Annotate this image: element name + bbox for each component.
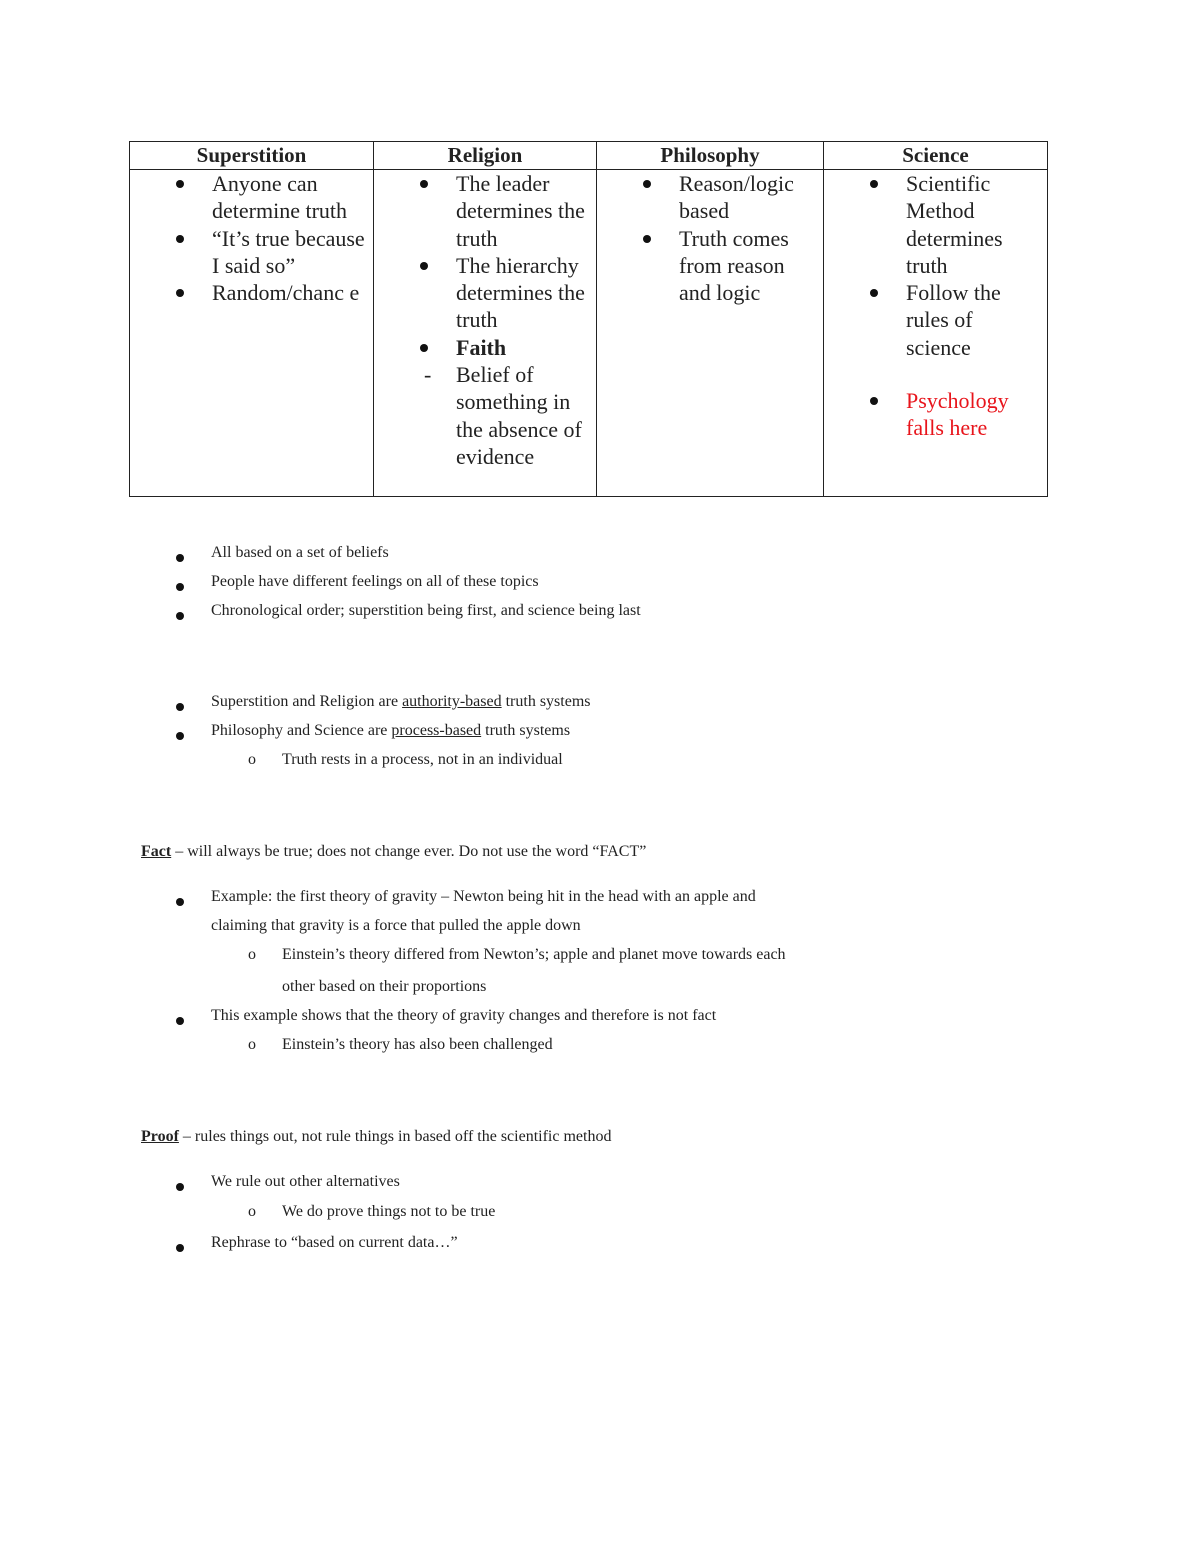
fact-definition	[141, 843, 646, 861]
list-item: - Belief of something in the absence of evidence	[374, 361, 596, 470]
text: – will always be true; does not change ever. Do not use the word “FACT”	[171, 843, 647, 860]
text: – rules things out, not rule things in based off the scientific method	[178, 1128, 612, 1145]
text: truth systems	[501, 693, 591, 710]
sub-list-item: o We do prove things not to be true	[282, 1203, 495, 1221]
list-item: Rephrase to “based on current data…”	[211, 1234, 458, 1251]
table-header-row	[130, 142, 1048, 170]
header-philosophy: Philosophy	[597, 142, 824, 170]
process-based-term: process-based	[391, 722, 482, 739]
list-item: Scientific Method determines truth	[824, 170, 1047, 279]
faith-item: Faith	[374, 334, 596, 361]
text: Superstition and Religion are	[211, 693, 403, 710]
psychology-item: Psychology falls here	[824, 387, 1047, 442]
list-item	[211, 722, 570, 740]
fact-term: Fact	[141, 843, 172, 860]
cell-philosophy	[597, 170, 824, 497]
text: truth systems	[481, 722, 571, 739]
header-religion: Religion	[374, 142, 597, 170]
list-item: Truth comes from reason and logic	[597, 225, 823, 307]
header-science: Science	[824, 142, 1048, 170]
truth-systems-table	[129, 141, 1048, 497]
list-item: Anyone can determine truth	[130, 170, 373, 225]
authority-based-term: authority-based	[402, 693, 502, 710]
list-item-continuation: claiming that gravity is a force that pulled the apple down	[211, 917, 581, 934]
header-superstition: Superstition	[130, 142, 374, 170]
list-item: We rule out other alternatives	[211, 1173, 400, 1190]
list-item: All based on a set of beliefs	[211, 544, 389, 561]
cell-religion	[374, 170, 597, 497]
text: Philosophy and Science are	[211, 722, 392, 739]
cell-science	[824, 170, 1048, 497]
list-item: Reason/logic based	[597, 170, 823, 225]
proof-definition	[141, 1128, 611, 1146]
list-item: People have different feelings on all of these topics	[211, 573, 539, 590]
list-item: “It’s true because I said so”	[130, 225, 373, 280]
sub-list-item: o Einstein’s theory has also been challenged	[282, 1036, 553, 1054]
list-item: The leader determines the truth	[374, 170, 596, 252]
list-item: Example: the first theory of gravity – Newton being hit in the head with an apple and	[211, 888, 756, 905]
list-item: This example shows that the theory of gravity changes and therefore is not fact	[211, 1007, 717, 1024]
list-item: Random/chanc e	[130, 279, 373, 306]
proof-term: Proof	[141, 1128, 179, 1145]
sub-list-item: o Einstein’s theory differed from Newton’s; apple and planet move towards each	[282, 946, 786, 964]
list-item: Follow the rules of science	[824, 279, 1047, 361]
list-item: Chronological order; superstition being first, and science being last	[211, 602, 641, 619]
table-row	[130, 170, 1048, 497]
cell-superstition	[130, 170, 374, 497]
sub-list-item: o Truth rests in a process, not in an individual	[282, 751, 563, 769]
list-item: The hierarchy determines the truth	[374, 252, 596, 334]
sub-list-item-continuation: other based on their proportions	[282, 978, 487, 995]
list-item	[211, 693, 591, 711]
